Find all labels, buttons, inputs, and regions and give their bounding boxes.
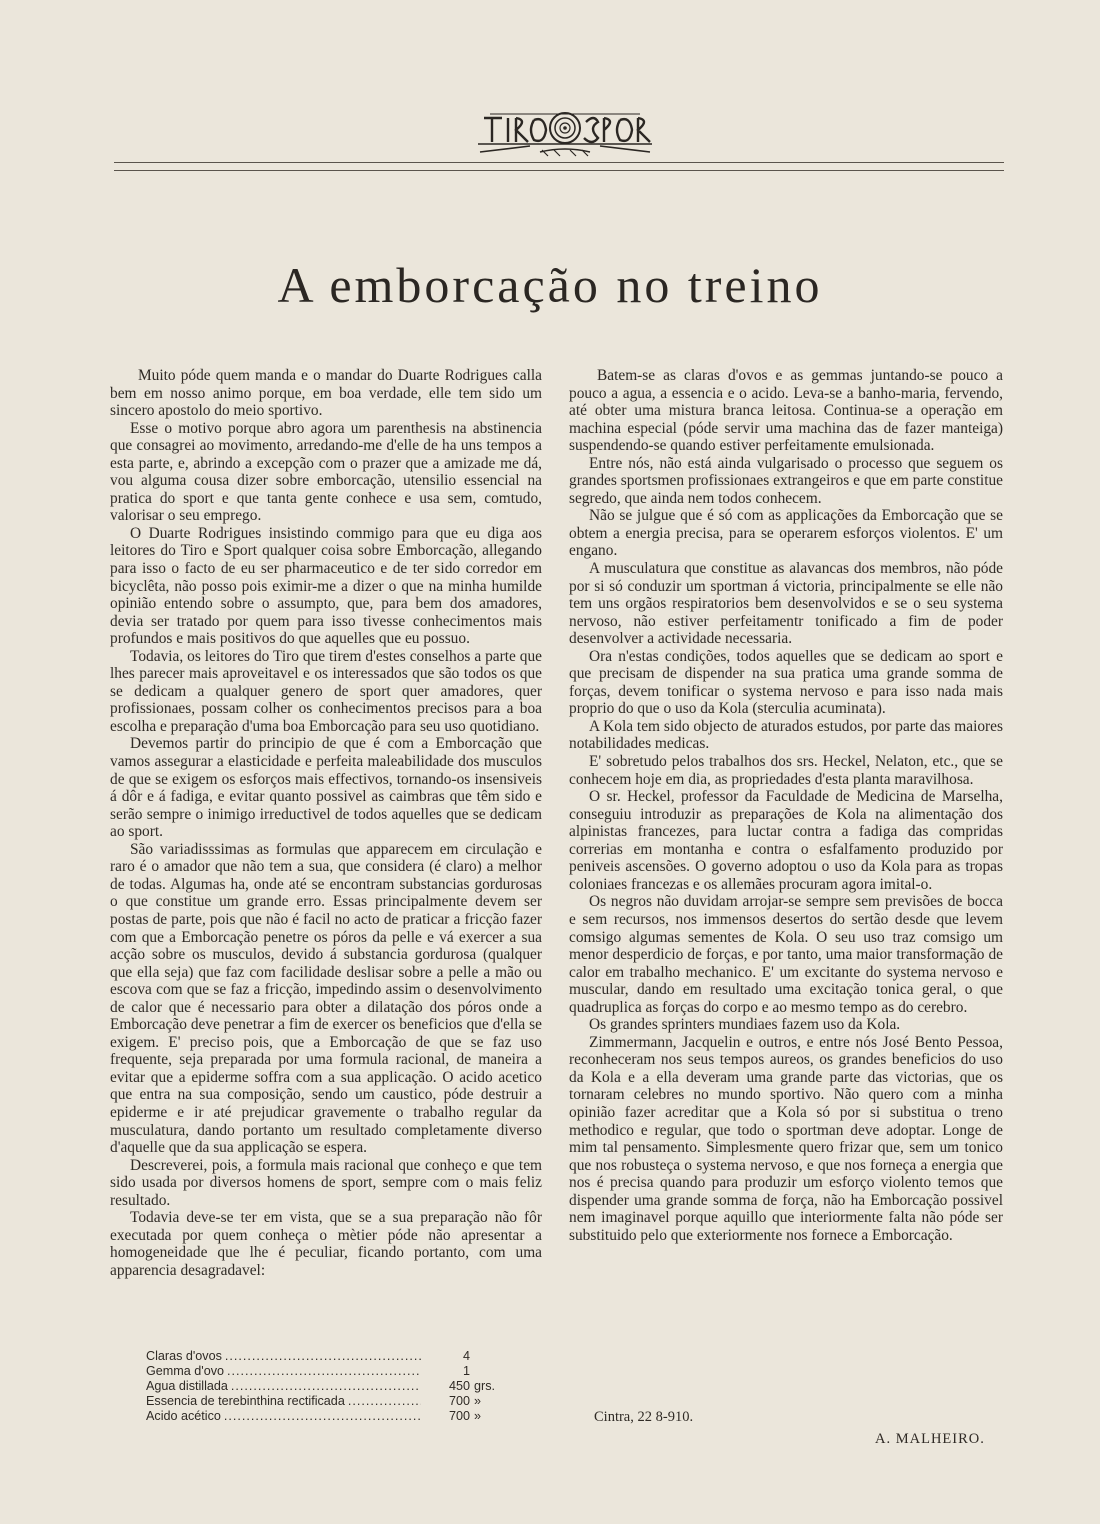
ingredient-qty: 450 xyxy=(448,1379,470,1393)
ingredient-name: Essencia de terebinthina rectificada xyxy=(146,1394,345,1408)
masthead-logo xyxy=(470,106,660,158)
ingredient-name: Claras d'ovos xyxy=(146,1349,222,1363)
paragraph: Descreverei, pois, a formula mais racional que conheço e que tem sido usada por diversos homens de sport, sempre com o mais feliz resultado. xyxy=(110,1156,542,1209)
recipe-row xyxy=(146,1394,506,1409)
author-signature: A. MALHEIRO. xyxy=(875,1431,985,1447)
paragraph: Os negros não duvidam arrojar-se sempre sem previsões de bocca e sem recursos, nos immensos desertos do sertão desde que levem comsigo algumas sementes de Kola. O seu uso traz comsigo um menor desperdicio de forças, e por tanto, uma maior transformação de calor em trabalho mechanico. E' um excitante do systema nervoso e muscular, dando em resultado uma excitação tonica geral, o que quadruplica as forças do corpo e ao mesmo tempo as do cerebro. xyxy=(569,893,1003,1016)
leader-dots xyxy=(225,1349,421,1364)
paragraph: Devemos partir do principio de que é com a Emborcação que vamos assegurar a elasticidade e perfeita maleabilidade dos musculos de que se exigem os esforços mais effectivos, tornando-os insensiveis á dôr e á fadiga, e evitar quanto possivel as caimbras que têm sido e serão sempre o inimigo irreductivel de todos aquelles que se dedicam ao sport. xyxy=(110,735,542,841)
paragraph: A Kola tem sido objecto de aturados estudos, por parte das maiores notabilidades medicas. xyxy=(569,717,1003,753)
paragraph: Ora n'estas condições, todos aquelles que se dedicam ao sport e que precisam de dispender na sua pratica uma grande somma de forças, devem tonificar o systema nervoso e para isso nada mais proprio do que o uso da Kola (sterculia acuminata). xyxy=(569,647,1003,718)
ingredient-qty: 700 xyxy=(448,1394,470,1408)
ingredient-unit: » xyxy=(474,1394,482,1408)
paragraph: Todavia deve-se ter em vista, que se a sua preparação não fôr executada por quem conheça o mètier póde não apresentar a homogeneidade que lhe é peculiar, ficando portanto, com uma apparencia desagradavel: xyxy=(110,1209,542,1279)
paragraph: E' sobretudo pelos trabalhos dos srs. Heckel, Nelaton, etc., que se conhecem hoje em dia, as propriedades d'esta planta maravilhosa. xyxy=(569,753,1003,788)
leader-dots xyxy=(227,1364,421,1379)
recipe-row xyxy=(146,1364,506,1379)
paragraph: Entre nós, não está ainda vulgarisado o processo que seguem os grandes sportsmen profissionaes extrangeiros e que em parte constitue segredo, que ainda nem todos conhecem. xyxy=(569,454,1003,507)
ingredient-name: Acido acético xyxy=(146,1409,221,1423)
place-date: Cintra, 22 8-910. xyxy=(594,1409,694,1425)
ingredient-qty: 1 xyxy=(462,1364,470,1378)
paragraph: Todavia, os leitores do Tiro que tirem d'estes conselhos a parte que lhes parecer mais aproveitavel e os interessados que são todos os que se dedicam a qualquer genero de sport quer amadores, quer profissionaes, possam colher os conhecimentos precisos para a boa escolha e preparação d'uma boa Emborcação para seu uso quotidiano. xyxy=(110,647,542,735)
recipe-table xyxy=(146,1349,506,1424)
header-rule-top xyxy=(114,162,1004,163)
paragraph: Não se julgue que é só com as applicações da Emborcação que se obtem a energia precisa, para se operarem esforços violentos. E' um engano. xyxy=(569,507,1003,560)
ingredient-qty: 700 xyxy=(448,1409,470,1423)
paragraph: Zimmermann, Jacquelin e outros, e entre nós José Bento Pessoa, reconheceram nos seus tempos aureos, os grandes beneficios do uso da Kola e a ella deveram uma grande parte das victorias, que os tornaram celebres no mundo sportivo. Não quero com a minha opinião fazer acreditar que a Kola só por si substitua o treno methodico e regular, que todo o sportman deve adoptar. Longe de mim tal pensamento. Simplesmente quero frizar que, sem um tonico que nos robusteça o systema nervoso, e que nos forneça a energia que nos é precisa quando para produzir um esforço violento temos que dispender uma grande somma de força, não ha Emborcação possivel nem imaginavel porque aquillo que interiormente falta não póde ser substituido pelo que exteriormente nos fornece a Emborcação. xyxy=(569,1033,1003,1244)
header-rule-bottom xyxy=(114,170,1004,171)
paragraph: A musculatura que constitue as alavancas dos membros, não póde por si só conduzir um sportman á victoria, principalmente se elle não tem uns orgãos respiratorios bem desenvolvidos e se o seu systema nervoso, não estiver perfeitamentr tonificado a fim de poder desenvolver a actividade necessaria. xyxy=(569,560,1003,648)
ingredient-unit: grs. xyxy=(474,1379,495,1393)
recipe-row xyxy=(146,1409,506,1424)
ingredient-unit: » xyxy=(474,1409,482,1423)
paragraph: Muito póde quem manda e o mandar do Duarte Rodrigues calla bem em nosso animo porque, em boa verdade, elle tem sido um sincero apostolo do meio sportivo. xyxy=(110,367,542,420)
ingredient-name: Agua distillada xyxy=(146,1379,228,1393)
paragraph: O sr. Heckel, professor da Faculdade de Medicina de Marselha, conseguiu introduzir as preparações de Kola na alimentação dos alpinistas francezes, para luctar contra a fadiga das compridas correrias em montanha e contra o esfalfamento produzido por peniveis ascensões. O governo adoptou o uso da Kola para as tropas coloniaes francezas e os allemães procuram agora imital-o. xyxy=(569,788,1003,893)
article-title: A emborcação no treino xyxy=(277,256,823,313)
tiro-sport-logo-icon xyxy=(470,106,660,158)
paragraph: Batem-se as claras d'ovos e as gemmas juntando-se pouco a pouco a agua, a essencia e o acido. Leva-se a banho-maria, fervendo, até obter uma mistura branca leitosa. Continua-se a operação em machina especial (póde servir uma machina das de fazer manteiga) suspendendo-se quando estiver perfeitamente emulsionada. xyxy=(569,367,1003,455)
recipe-row xyxy=(146,1349,506,1364)
paragraph: O Duarte Rodrigues insistindo commigo para que eu diga aos leitores do Tiro e Sport qualquer coisa sobre Emborcação, allegando para isso o facto de eu ser pharmaceutico e de ter sido corredor em bicyclêta, não posso pois eximir-me a dizer o que na minha humilde opinião entendo sobre o assumpto, que, para bem dos amadores, devia ser tratado por quem para isso tivesse conhecimentos mais profundos e mais positivos do que aquelles que eu possuo. xyxy=(110,524,542,648)
ingredient-qty: 4 xyxy=(462,1349,470,1363)
leader-dots xyxy=(348,1394,421,1409)
leader-dots xyxy=(224,1409,421,1424)
paragraph: Esse o motivo porque abro agora um parenthesis na abstinencia que consagrei ao movimento, arredando-me d'elle de ha uns tempos a esta parte, e, abrindo a excepção com o prazer que a amizade me dá, vou alguma cousa dizer sobre emborcação, utensilio essencial na pratica do sport e que tanta gente conhece e usa sem, comtudo, valorisar o seu emprego. xyxy=(110,419,542,525)
right-column xyxy=(569,367,1003,1244)
recipe-row xyxy=(146,1379,506,1394)
leader-dots xyxy=(231,1379,421,1394)
left-column xyxy=(110,367,542,1279)
ingredient-name: Gemma d'ovo xyxy=(146,1364,224,1378)
paragraph: Os grandes sprinters mundiaes fazem uso da Kola. xyxy=(589,1016,901,1034)
paragraph: São variadisssimas as formulas que apparecem em circulação e raro é o amador que não tem a sua, que considera (é claro) a melhor de todas. Algumas ha, onde até se encontram substancias gordurosas o que constitue um grande erro. Essas principalmente devem ser postas de parte, pois que não é facil no acto de praticar a fricção fazer com que a Emborcação penetre os póros da pelle e vá exercer a sua acção sobre os musculos, devido á substancia gordurosa (qualquer que ella seja) que faz com facilidade deslisar sobre a pelle a mão ou escova com que se faz a fricção, impedindo assim o desenvolvimento de calor que é necessario para obter a dilatação dos póros onde a Emborcação deve penetrar a fim de exercer os beneficios que d'ella se exigem. E' preciso pois, que a Emborcação de que se faz uso frequente, seja preparada por uma formula racional, de maneira a evitar que a epiderme soffra com a sua applicação. O acido acetico que entra na sua composição, sendo um caustico, póde destruir a epiderme e ir até prejudicar gravemente o trabalho regular da musculatura, dando portanto um resultado completamente diverso d'aquelle que da sua applicação se espera. xyxy=(110,840,542,1157)
